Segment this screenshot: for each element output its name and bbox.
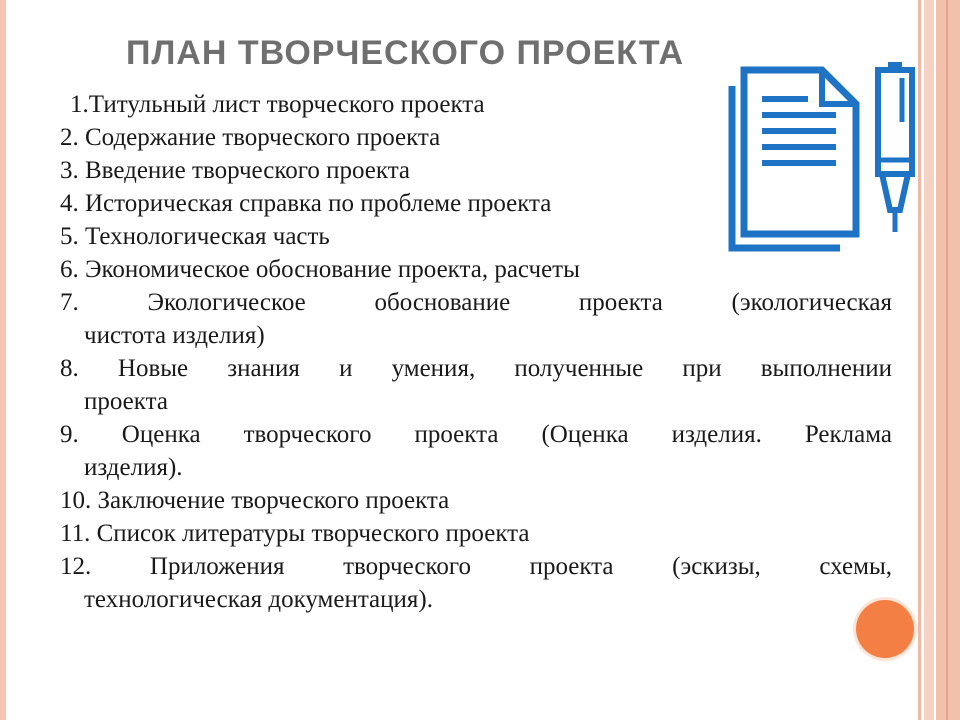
left-border <box>0 0 6 720</box>
right-border-stripe <box>924 0 934 720</box>
orange-circle-icon <box>856 600 914 658</box>
item-text: 4. Историческая справка по проблеме проекта <box>60 190 552 217</box>
item-text: 1.Титульный лист творческого проекта <box>70 91 485 118</box>
list-item <box>60 484 892 517</box>
item-text: 3. Введение творческого проекта <box>60 157 411 184</box>
item-text: 5. Технологическая часть <box>60 223 330 250</box>
list-item <box>60 517 892 550</box>
item-text: 2. Содержание творческого проекта <box>60 124 441 151</box>
list-item <box>60 418 892 484</box>
item-text-line2: изделия). <box>84 454 183 481</box>
item-text: 6. Экономическое обоснование проекта, расчеты <box>60 256 580 283</box>
document-icon <box>722 64 862 254</box>
list-item <box>60 286 892 352</box>
list-item <box>60 352 892 418</box>
slide-title: ПЛАН ТВОРЧЕСКОГО ПРОЕКТА <box>126 34 685 72</box>
right-border-stripe <box>936 0 960 720</box>
item-text-line1: 8. Новые знания и умения, полученные при выполнении <box>60 355 892 382</box>
list-item <box>60 550 892 616</box>
item-text-line1: 9. Оценка творческого проекта (Оценка изделия. Реклама <box>60 421 892 448</box>
item-text-line2: проекта <box>84 388 168 415</box>
right-border-stripe <box>946 0 948 720</box>
item-text-line2: чистота изделия) <box>84 322 265 349</box>
pen-icon <box>870 60 920 238</box>
item-text: 10. Заключение творческого проекта <box>60 487 450 514</box>
item-text: 11. Список литературы творческого проекта <box>60 520 530 547</box>
item-text-line2: технологическая документация). <box>84 586 433 613</box>
list-item <box>60 253 892 286</box>
item-text-line1: 12. Приложения творческого проекта (эскизы, схемы, <box>60 553 892 580</box>
item-text-line1: 7. Экологическое обоснование проекта (экологическая <box>60 289 892 316</box>
